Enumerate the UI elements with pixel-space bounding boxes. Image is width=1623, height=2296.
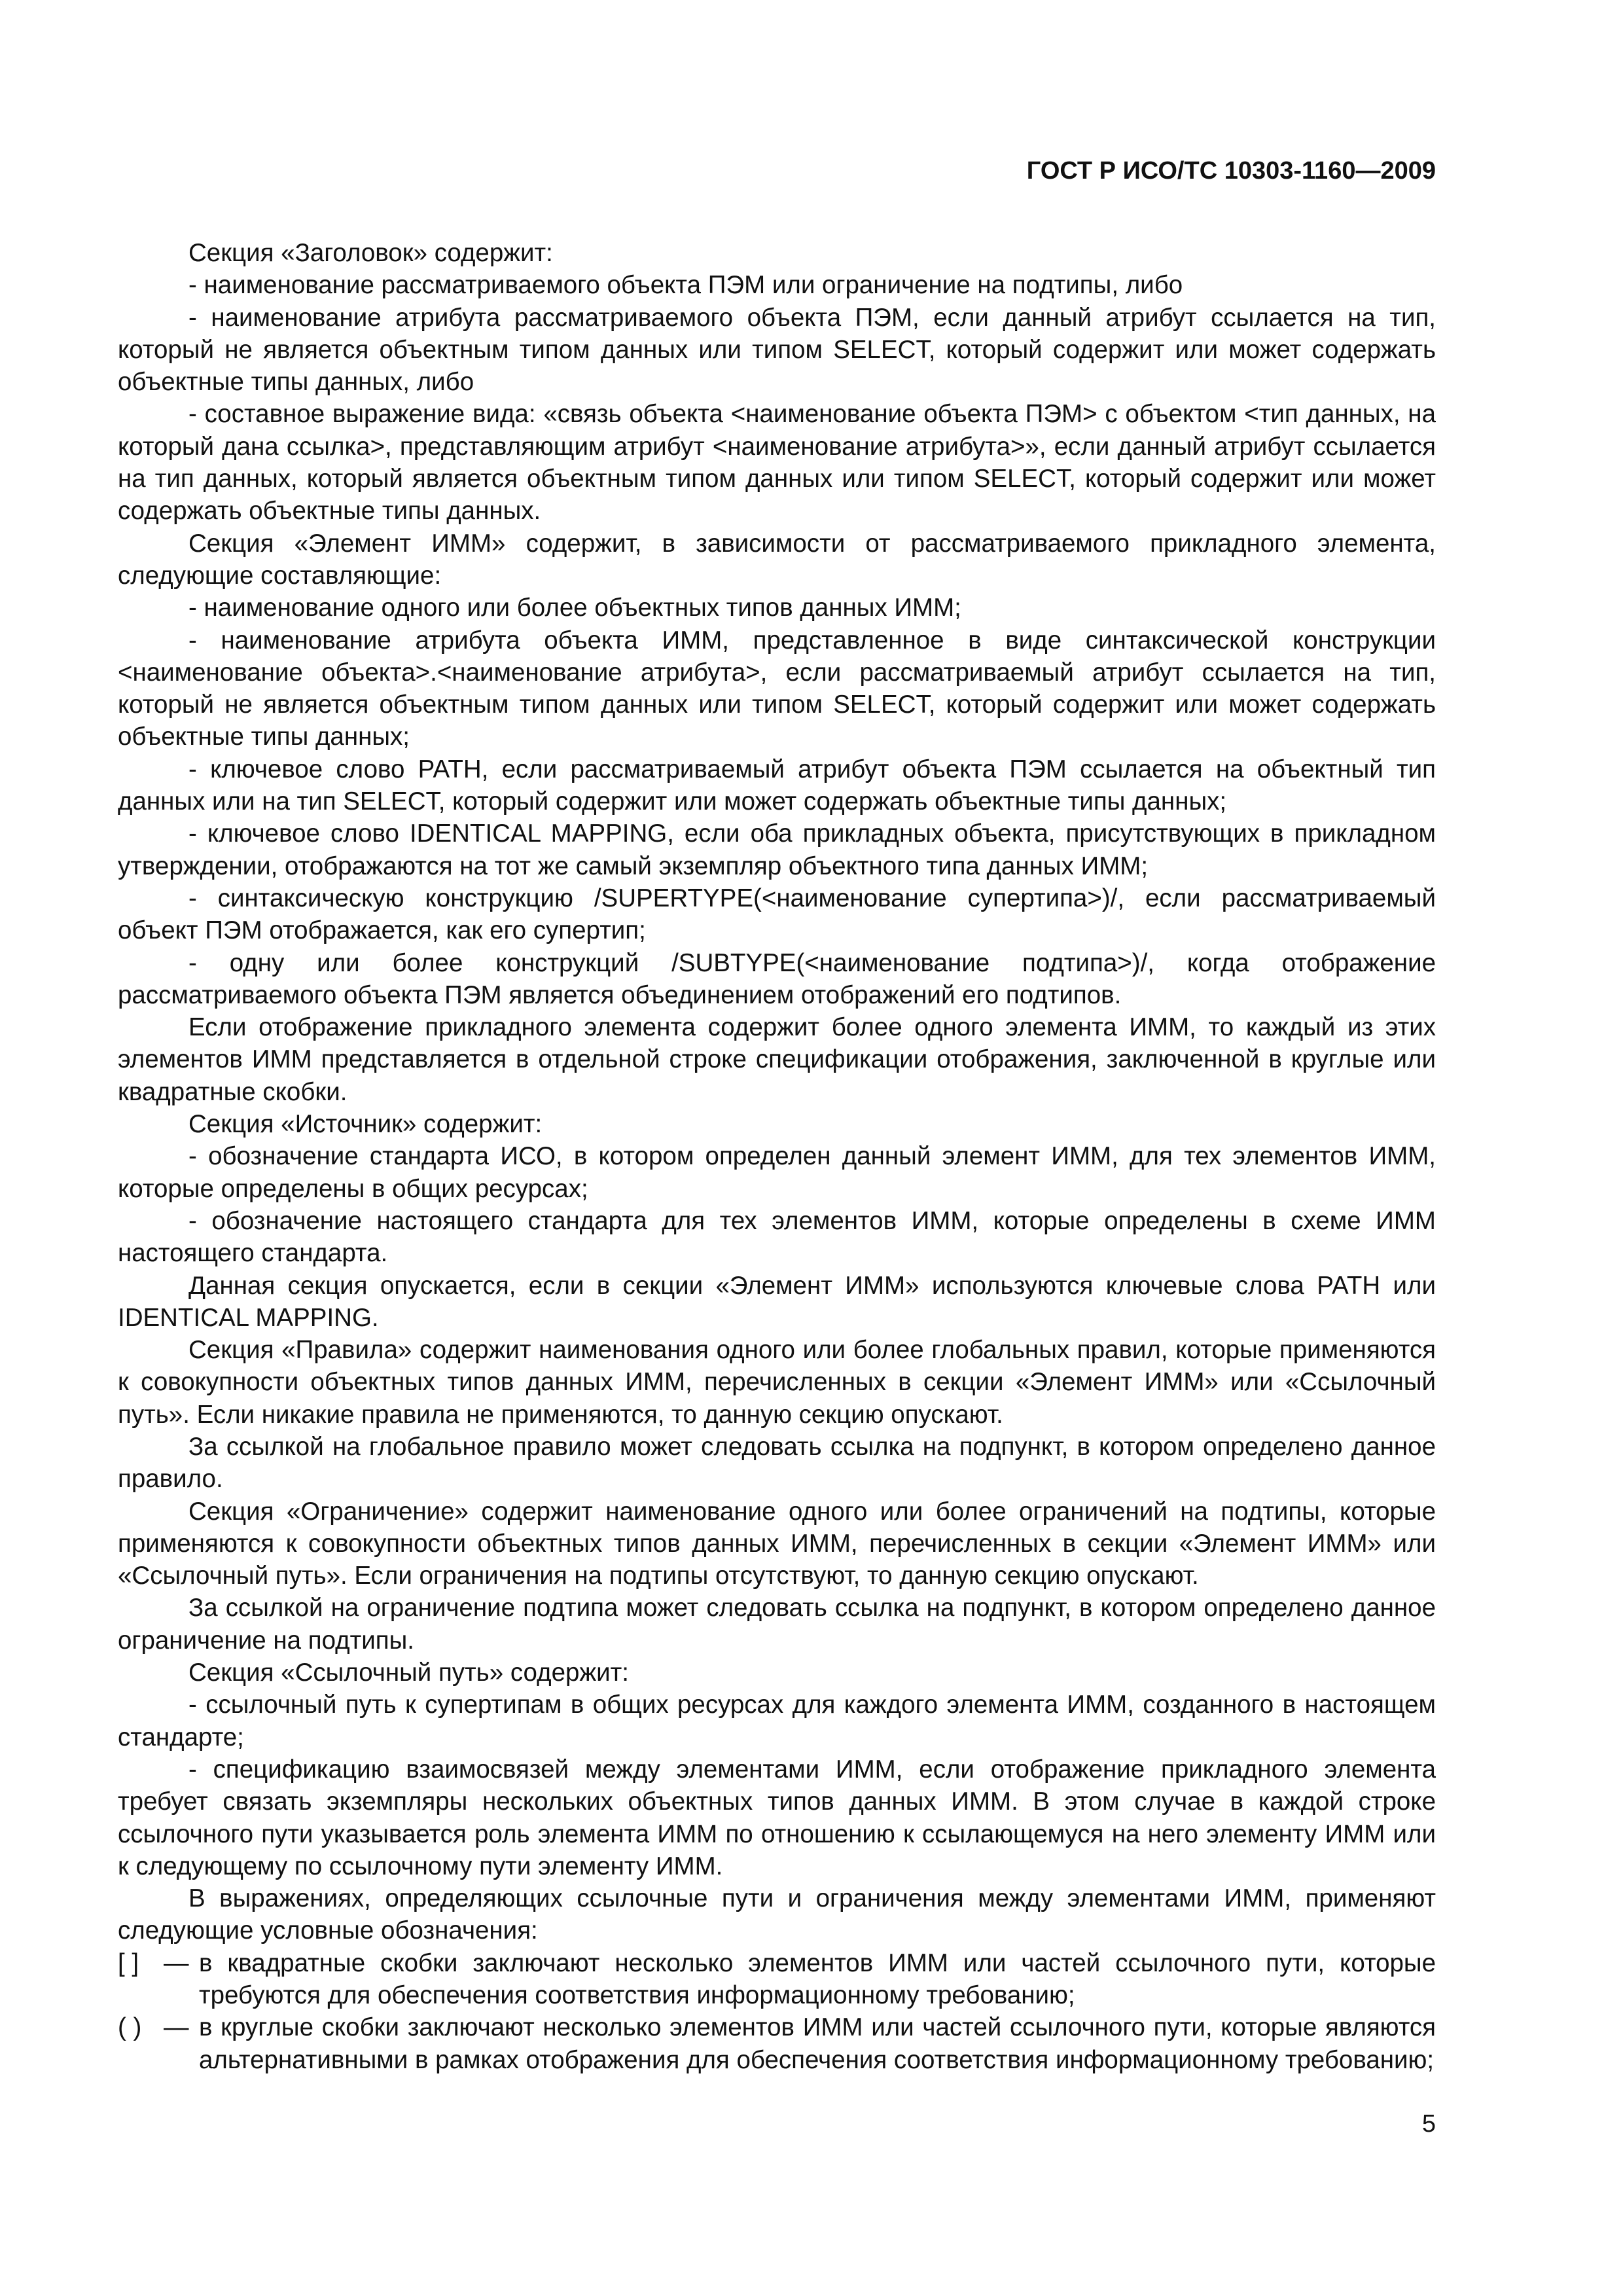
paragraph: - одну или более конструкций /SUBTYPE(<наименование подтипа>)/, когда отображение рассматриваемого объекта ПЭМ является объединением отображений его подтипов. (118, 948, 1436, 1009)
paragraph: - наименование одного или более объектных типов данных ИММ; (188, 594, 961, 622)
page-body (118, 237, 1436, 2076)
paragraph: Секция «Ссылочный путь» содержит: (188, 1659, 629, 1687)
symbol-dash: — (164, 1948, 189, 1977)
paragraph: Данная секция опускается, если в секции «Элемент ИММ» используются ключевые слова PATH или IDENTICAL MAPPING. (118, 1271, 1436, 1332)
paragraph: - наименование атрибута объекта ИММ, представленное в виде синтаксической конструкции <наименование объекта>.<наименование атрибута>, если рассматриваемый атрибут ссылается на тип, который не является объектным типом данных или типом SELECT, который содержит или может содержать объектные типы данных; (118, 626, 1436, 751)
symbol-text: в круглые скобки заключают несколько элементов ИММ или частей ссылочного пути, которые являются альтернативными в рамках отображения для обеспечения соответствия информационному требованию; (199, 2013, 1436, 2074)
paragraph: Секция «Правила» содержит наименования одного или более глобальных правил, которые применяются к совокупности объектных типов данных ИММ, перечисленных в секции «Элемент ИММ» или «Ссылочный путь». Если никакие правила не применяются, то данную секцию опускают. (118, 1336, 1436, 1429)
symbol-key: ( ) (118, 2013, 142, 2042)
paragraph: Секция «Заголовок» содержит: (188, 239, 553, 267)
paragraph: Секция «Источник» содержит: (188, 1110, 543, 1139)
symbol-key: [ ] (118, 1948, 139, 1977)
document-header: ГОСТ Р ИСО/ТС 10303-1160—2009 (1026, 157, 1436, 185)
paragraph: - наименование рассматриваемого объекта ПЭМ или ограничение на подтипы, либо (188, 271, 1183, 300)
paragraph: - ключевое слово PATH, если рассматриваемый атрибут объекта ПЭМ ссылается на объектный тип данных или на тип SELECT, который содержит или может содержать объектные типы данных; (118, 755, 1436, 816)
symbol-text: в квадратные скобки заключают несколько элементов ИММ или частей ссылочного пути, которые требуются для обеспечения соответствия информационному требованию; (199, 1948, 1436, 2010)
symbol-definition (118, 2011, 1436, 2076)
paragraph: Если отображение прикладного элемента содержит более одного элемента ИММ, то каждый из этих элементов ИММ представляется в отдельной строке спецификации отображения, заключенной в круглые или квадратные скобки. (118, 1013, 1436, 1106)
paragraph: - обозначение стандарта ИСО, в котором определен данный элемент ИММ, для тех элементов ИММ, которые определены в общих ресурсах; (118, 1142, 1436, 1203)
paragraph: - ключевое слово IDENTICAL MAPPING, если оба прикладных объекта, присутствующих в прикладном утверждении, отображаются на тот же самый экземпляр объектного типа данных ИММ; (118, 819, 1436, 880)
paragraph: - спецификацию взаимосвязей между элементами ИММ, если отображение прикладного элемента требует связать экземпляры нескольких объектных типов данных ИММ. В этом случае в каждой строке ссылочного пути указывается роль элемента ИММ по отношению к ссылающемуся на него элементу ИММ или к следующему по ссылочному пути элементу ИММ. (118, 1755, 1436, 1880)
symbol-definition (118, 1947, 1436, 2012)
page-number: 5 (1421, 2110, 1436, 2138)
paragraph: За ссылкой на глобальное правило может следовать ссылка на подпункт, в котором определено данное правило. (118, 1432, 1436, 1494)
symbol-dash: — (164, 2013, 189, 2042)
paragraph: - составное выражение вида: «связь объекта <наименование объекта ПЭМ> с объектом <тип данных, на который дана ссылка>, представляющим атрибут <наименование атрибута>», если данный атрибут ссылается на тип данных, который является объектным типом данных или типом SELECT, который содержит или может содержать объектные типы данных. (118, 400, 1436, 526)
paragraph: - ссылочный путь к супертипам в общих ресурсах для каждого элемента ИММ, созданного в настоящем стандарте; (118, 1691, 1436, 1751)
paragraph: За ссылкой на ограничение подтипа может следовать ссылка на подпункт, в котором определено данное ограничение на подтипы. (118, 1594, 1436, 1655)
paragraph: - наименование атрибута рассматриваемого объекта ПЭМ, если данный атрибут ссылается на тип, который не является объектным типом данных или типом SELECT, который содержит или может содержать объектные типы данных, либо (118, 303, 1436, 397)
paragraph: Секция «Ограничение» содержит наименование одного или более ограничений на подтипы, которые применяются к совокупности объектных типов данных ИММ, перечисленных в секции «Элемент ИММ» или «Ссылочный путь». Если ограничения на подтипы отсутствуют, то данную секцию опускают. (118, 1497, 1436, 1590)
paragraph: - синтаксическую конструкцию /SUPERTYPE(<наименование супертипа>)/, если рассматриваемый объект ПЭМ отображается, как его супертип; (118, 884, 1436, 945)
paragraph: В выражениях, определяющих ссылочные пути и ограничения между элементами ИММ, применяют следующие условные обозначения: (118, 1884, 1436, 1945)
paragraph: - обозначение настоящего стандарта для тех элементов ИММ, которые определены в схеме ИММ настоящего стандарта. (118, 1206, 1436, 1268)
paragraph: Секция «Элемент ИММ» содержит, в зависимости от рассматриваемого прикладного элемента, следующие составляющие: (118, 529, 1436, 590)
